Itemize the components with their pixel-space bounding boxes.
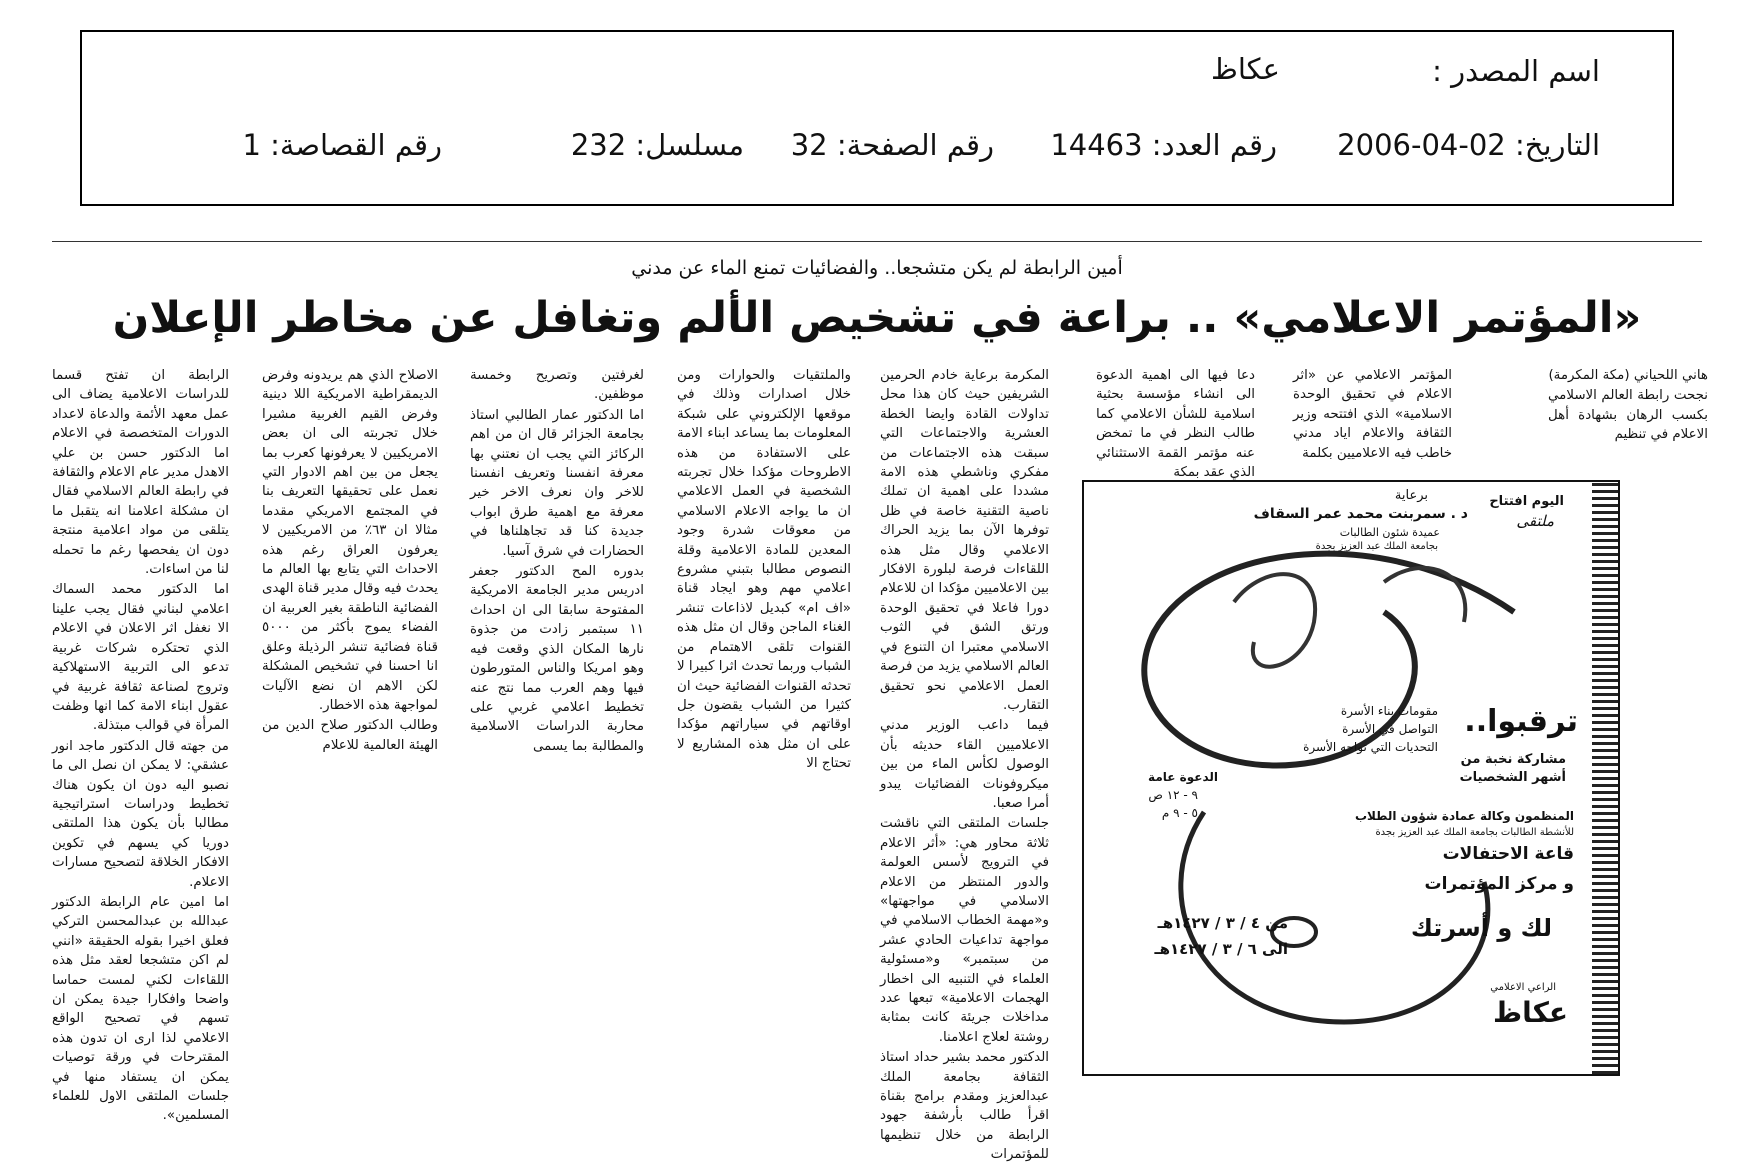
source-value: عكاظ (1211, 52, 1280, 86)
ad-time-evening: ٥ - ٩ م (1161, 806, 1198, 820)
ad-logo-text: لك و أسرتك (1410, 914, 1552, 942)
ad-organizer: المنظمون وكالة عمادة شؤون الطلاب (1355, 809, 1574, 823)
ad-organizer-sub: للأنشطة الطالبات بجامعة الملك عبد العزيز بجدة (1375, 827, 1574, 838)
ad-look-forward: ترقبوا.. (1464, 704, 1578, 739)
article-column-4 (880, 366, 1049, 1163)
paragraph: لغرفتين وتصريح وخمسة موظفين. (470, 368, 644, 403)
article-column-6 (470, 366, 644, 752)
article-column-3 (1096, 366, 1255, 481)
paragraph: الرابطة ان تفتح قسما للدراسات الاعلامية يضاف الى عمل معهد الأئمة والدعاة لاعداد الدورات المتخصصة في الاعلام اما الدكتور حسن بن علي الاهدل مدير عام الاعلام والثقافة في رابطة العالم الاسلامي فقال ان مشكلة اعلامنا انه يتقبل ما يتلقى من مواد اعلامية منتجة دون ان يفحصها رغم ما تحمله لنا من اساءات. (52, 368, 229, 578)
clip-number: رقم القصاصة: 1 (242, 128, 442, 162)
paragraph: نجحت رابطة العالم الاسلامي بكسب الرهان بشهادة أهل الاعلام في تنظيم (1548, 388, 1708, 443)
paragraph: فيما داعب الوزير مدني الاعلاميين القاء حديثه بأن الوصول لكأس الماء من بين ميكروفونات الفضائيات يبدو أمرا صعبا. (880, 718, 1049, 811)
article-column-1 (1548, 366, 1708, 466)
paragraph: اما الدكتور عمار الطالبي استاذ بجامعة الجزائر قال ان من اهم الركائز التي يجب ان نعتني بها معرفة انفسنا وتعريف انفسنا للاخر وان نعرف الاخر خير معرفة مع اهمية طرق ابواب جديدة كنا قد تجاهلناها في الحضارات في شرق آسيا. (470, 407, 644, 559)
paragraph: المؤتمر الاعلامي عن «اثر الاعلام في تحقيق الوحدة الاسلامية» الذي افتتحه وزير الثقافة والاعلام اياد مدني خاطب فيه الاعلاميين بكلمة (1293, 368, 1452, 461)
ad-venue-2: و مركز المؤتمرات (1424, 874, 1574, 894)
ad-topic-item: مقومات بناء الأسرة (1340, 704, 1438, 718)
byline: هاني اللحياني (مكة المكرمة) (1548, 368, 1708, 383)
article-column-2 (1293, 366, 1452, 466)
ad-topic-item: التواصل في الأسرة (1342, 722, 1438, 736)
article-column-5 (677, 366, 851, 772)
ad-from-date: من ٤ / ٣ / ١٤٢٧هـ (1157, 914, 1288, 932)
paragraph: دعا فيها الى اهمية الدعوة الى انشاء مؤسسة بحثية اسلامية للشأن الاعلامي كما طالب النظر في ما تمخض عنه مؤتمر القمة الاستثنائي الذي عقد بمكة (1096, 368, 1255, 481)
paragraph: الاصلاح الذي هم يريدونه وفرض الديمقراطية الامريكية اللا دينية وفرض القيم الغربية مشيرا خلال تجربته الى ان بعض الامريكيين لا يعرفونها كعرب بما يجعل من بين اهم الادوار التي نعمل على تحقيقها التعريف بنا في المجتمع الامريكي مقدما مثالا ان ٦٣٪ من الامريكيين لا يعرفون العراق رغم هذه الاحداث التي يتابع بها العالم ما يحدث فيه وقال مدير قناة الهدى الفضائية الناطقة بغير العربية ان الفضاء يموج بأكثر من ٥٠٠٠ قناة فضائية تنشر الرذيلة وعلق انا احسنا في تشخيص المشكلة لكن الاهم ان نضع الآليات لمواجهة هذه الاخطار. (262, 368, 438, 713)
ad-to-date: الى ٦ / ٣ / ١٤٢٧هـ (1154, 940, 1288, 958)
source-label: اسم المصدر : (1432, 54, 1600, 88)
paragraph: من جهته قال الدكتور ماجد انور عشقي: لا يمكن ان نصل الى ما نصبو اليه دون ان يكون هناك تخطيط ودراسات استراتيجية مطالبا بأن يكون هذا الملتقى دوريا كي يسهم في تكوين الافكار الخلاقة لتصحيح مسارات الاعلام. (52, 738, 229, 890)
paragraph: بدوره المح الدكتور جعفر ادريس مدير الجامعة الامريكية المفتوحة سابقا الى ان احداث ١١ سبتمبر زادت من جذوة نارها المكان الذي وقعت فيه وهو امريكا والناس المتورطون فيها وهم العرب مما نتج عنه تخطيط اعلامي غربي على محاربة الدراسات الاسلامية والمطالبة بما يسمى (470, 564, 644, 754)
ad-invitation: الدعوة عامة (1148, 770, 1218, 784)
article-column-7 (262, 366, 438, 752)
ad-topic-item: التحديات التي تواجه الأسرة (1303, 740, 1438, 754)
ad-opening-label: اليوم افتتاح (1489, 494, 1564, 509)
article-column-8 (52, 366, 229, 1124)
ad-patron-title: عميدة شئون الطالبات (1339, 526, 1440, 539)
paragraph: المكرمة برعاية خادم الحرمين الشريفين حيث كان هذا محل تداولات القادة وايضا الخطة العشرية والاجتماعات التي سبقت هذه الاجتماعات من مفكري وناشطي هذه الامة مشددا على اهمية ان تملك ناصية التقنية خاصة في ظل توفرها الآن بما يزيد الحراك الاعلامي وقال مثل هذه اللقاءات فرصة لبلورة الافكار بين الاعلاميين مؤكدا ان للاعلام دورا فاعلا في تحقيق الوحدة ورتق الشق في الثوب الاسلامي معتبرا ان التنوع في العالم الاسلامي يزيد من فرصة العمل الاعلامي نحو تحقيق التقارب. (880, 368, 1049, 713)
paragraph: وطالب الدكتور صلاح الدين من الهيئة العالمية للاعلام (262, 718, 438, 753)
article-headline: «المؤتمر الاعلامي» .. براعة في تشخيص الألم وتغافل عن مخاطر الإعلان (112, 293, 1642, 343)
ad-participation: مشاركة نخبة من (1460, 752, 1566, 767)
paragraph: الدكتور محمد بشير حداد استاذ الثقافة بجامعة الملك عبدالعزيز ومقدم برامج بقناة اقرأ طالب بأرشفة جهود الرابطة من خلال تنظيمها للمؤتمرات (880, 1050, 1049, 1163)
paragraph: جلسات الملتقى التي ناقشت ثلاثة محاور هي: «أثر الاعلام في الترويج لأسس العولمة والدور المنتظر من الاعلام الاسلامي في مواجهتها» و«مهمة الخطاب الاسلامي في مواجهة تداعيات الحادي عشر من سبتمبر» و«مسئولية العلماء في التنبيه الى اخطار الهجمات الاعلامية» تبعها عدد مداخلات جريئة كانت بمثابة روشتة لعلاج اعلامنا. (880, 816, 1049, 1045)
serial-number: مسلسل: 232 (570, 128, 744, 162)
ad-forum-word: ملتقى (1516, 512, 1554, 530)
page-number: رقم الصفحة: 32 (790, 128, 994, 162)
article-kicker: أمين الرابطة لم يكن متشجعا.. والفضائيات تمنع الماء عن مدني (631, 257, 1123, 279)
ad-patron-label: برعاية (1394, 488, 1428, 503)
paragraph: اما الدكتور محمد السماك اعلامي لبناني فقال يجب علينا الا نغفل اثر الاعلان في الاعلام الذي تحتكره شركات غربية تدعو الى التربية الاستهلاكية وتروج لصناعة ثقافة غربية في عقول ابناء الامة كما انها وظفت المرأة في قوالب مبتذلة. (52, 582, 229, 734)
ad-venue-1: قاعة الاحتفالات (1442, 844, 1574, 864)
ad-patron-name: د . سمربنت محمد عمر السقاف (1253, 506, 1468, 522)
ad-time-morning: ٩ - ١٢ ص (1148, 788, 1198, 802)
paragraph: اما امين عام الرابطة الدكتور عبدالله بن عبدالمحسن التركي فعلق اخيرا بقوله الحقيقة «انني لم اكن متشجعا لعقد مثل هذه اللقاءات لكني لمست حماسا واضحا وافكارا جيدة يمكن ان تسهم في تصحيح الواقع الاعلامي لذا ارى ان تدون هذه المقترحات في ورقة توصيات يمكن ان يستفاد منها في جلسات الملتقى الاول للعلماء المسلمين». (52, 894, 229, 1124)
ad-patron-university: بجامعة الملك عبد العزيز بجدة (1315, 541, 1438, 552)
paragraph: والملتقيات والحوارات ومن خلال اصدارات وذلك في موقعها الإلكتروني على شبكة المعلومات بما يساعد ابناء الامة على الاستفادة من هذه الاطروحات مؤكدا خلال تجربته الشخصية في العمل الاعلامي ان ما يواجه الاعلام الاسلامي من معوقات شدرة وجود المعدين للمادة الاعلامية وقلة النصوص مطالبا بتبني مشروع اعلامي مهم وهو ايجاد قناة «اف ام» كبديل لاذاعات تنشر الغناء الماجن وقال ان مثل هذه القنوات تلقى الاهتمام من الشباب وربما تحدث اثرا كبيرا لا تحدثه القنوات الفضائية حيث ان كثيرا من الشباب يقضون جل اوقاتهم في سياراتهم مؤكدا على ان مثل هذه المشاريع لا تحتاج الا (677, 368, 851, 772)
okaz-logo: عكاظ (1492, 996, 1568, 1029)
date-field: التاريخ: 02-04-2006 (1337, 128, 1600, 162)
ad-media-sponsor: الراعي الاعلامي (1490, 982, 1556, 993)
issue-number: رقم العدد: 14463 (1050, 128, 1277, 162)
ad-personalities: أشهر الشخصيات (1459, 770, 1566, 785)
forum-advertisement (1082, 480, 1620, 1076)
top-divider (52, 241, 1702, 242)
